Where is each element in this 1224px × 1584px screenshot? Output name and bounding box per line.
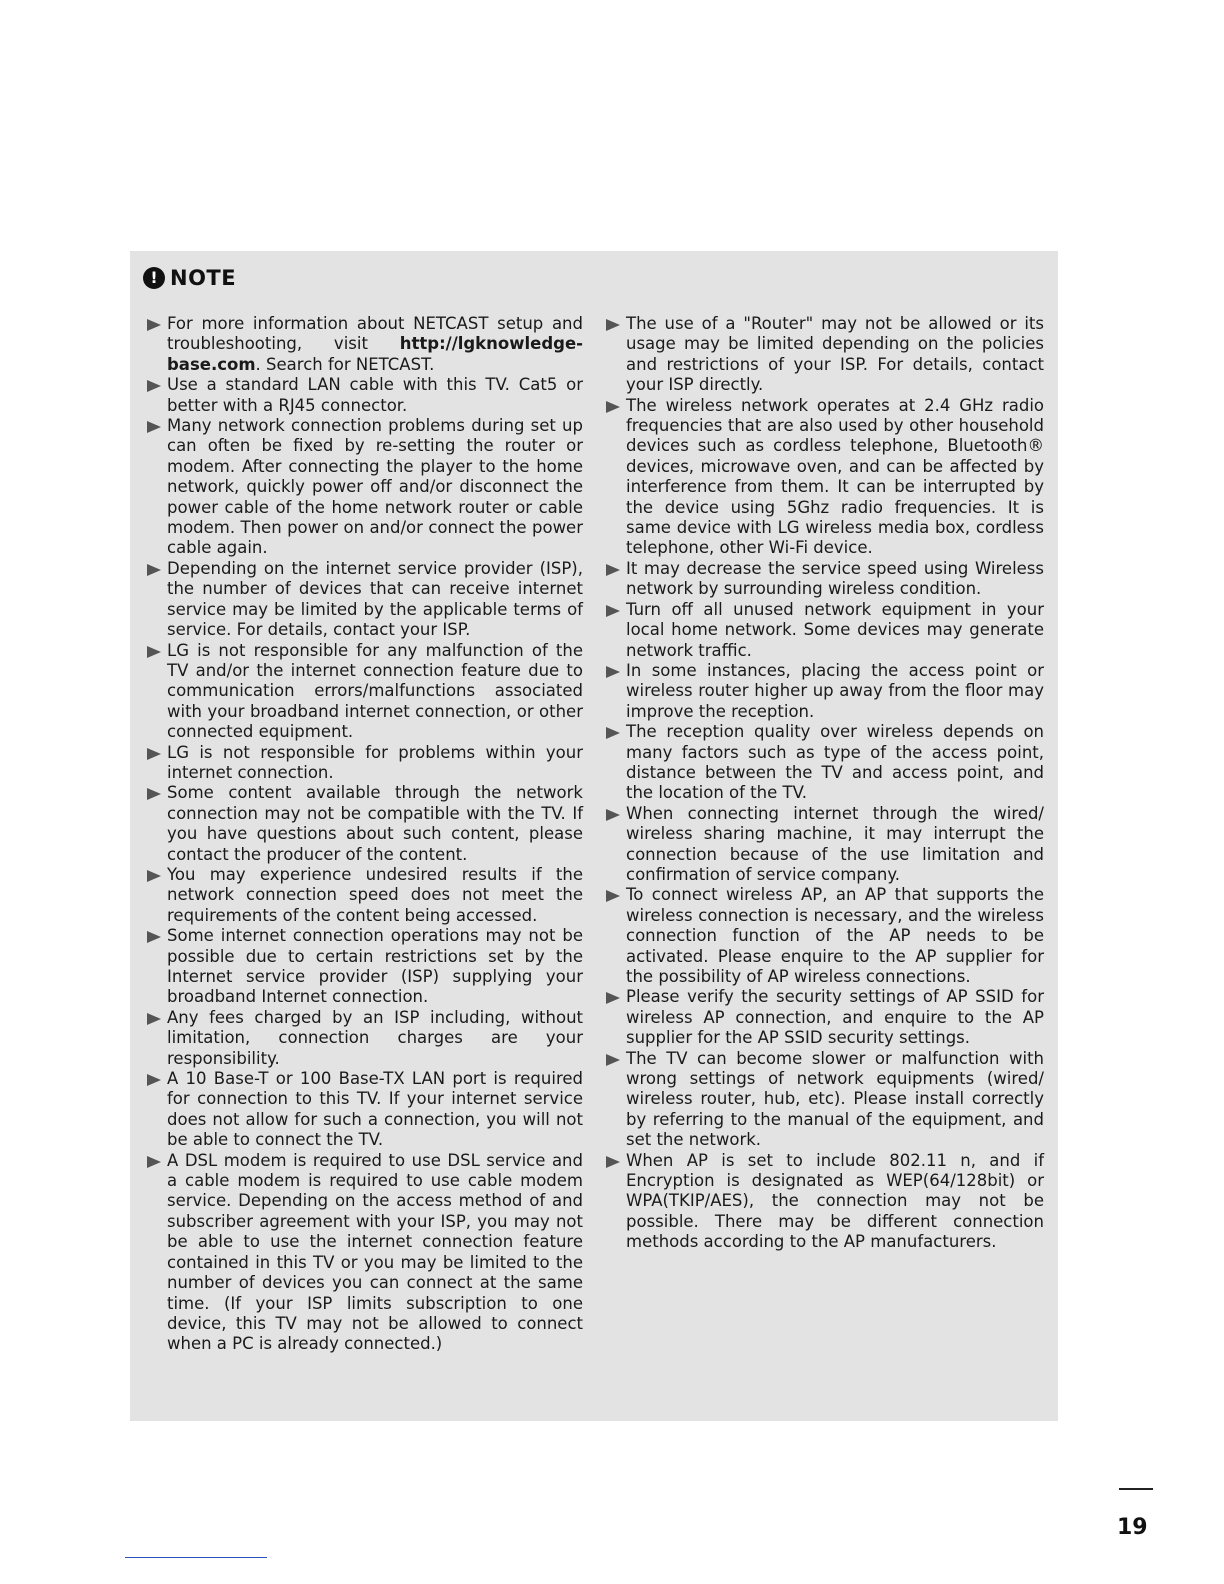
- note-item: [604, 987, 1044, 1048]
- note-item: [604, 1049, 1044, 1151]
- bullet-arrow-icon: [147, 1013, 161, 1025]
- bullet-arrow-icon: [147, 788, 161, 800]
- bullet-arrow-icon: [606, 401, 620, 413]
- note-item-text: Some content available through the network connection may not be compatible with the TV. If you have questions about such content, please contact the producer of the content.: [167, 783, 583, 864]
- note-item-text: In some instances, placing the access point or wireless router higher up away from the floor may improve the reception.: [626, 660, 1044, 721]
- footer-line: [125, 1557, 267, 1558]
- bullet-arrow-icon: [147, 646, 161, 658]
- page-number: 19: [1117, 1515, 1148, 1540]
- note-item: [145, 865, 583, 926]
- note-item: [145, 1151, 583, 1355]
- knowledge-base-url: http://lgknowledge-base.com: [167, 334, 583, 374]
- note-item-text: You may experience undesired results if the network connection speed does not meet the requirements of the content being accessed.: [167, 864, 583, 925]
- bullet-arrow-icon: [147, 1156, 161, 1168]
- note-item: [604, 396, 1044, 559]
- note-item: [145, 416, 583, 559]
- note-item-text: When AP is set to include 802.11 n, and if Encryption is designated as WEP(64/128bit) or WPA(TKIP/AES), the connection may not be possible. There may be different connection methods according to the AP manufacturers.: [626, 1150, 1044, 1252]
- page-number-rule: [1119, 1488, 1153, 1490]
- note-item: [145, 926, 583, 1008]
- bullet-arrow-icon: [147, 1074, 161, 1086]
- note-title: NOTE: [170, 266, 237, 290]
- note-item-text: A 10 Base-T or 100 Base-TX LAN port is required for connection to this TV. If your internet service does not allow for such a connection, you will not be able to connect the TV.: [167, 1069, 583, 1150]
- bullet-arrow-icon: [606, 992, 620, 1004]
- note-item-text: A DSL modem is required to use DSL service and a cable modem is required to use cable modem service. Depending on the access method of and subscriber agreement with your ISP, you may not be able to use the internet connection feature contained in this TV or you may be limited to the number of devices you can connect at the same time. (If your ISP limits subscription to one device, this TV may not be allowed to connect when a PC is already connected.): [167, 1150, 583, 1354]
- note-item: [604, 722, 1044, 804]
- note-header: [143, 266, 236, 290]
- note-item-text: Depending on the internet service provider (ISP), the number of devices that can receive internet service may be limited by the applicable terms of service. For details, contact your ISP.: [167, 558, 583, 640]
- bullet-arrow-icon: [147, 931, 161, 943]
- bullet-arrow-icon: [606, 319, 620, 331]
- bullet-arrow-icon: [606, 666, 620, 678]
- note-item-text: Many network connection problems during set up can often be fixed by re-setting the router or modem. After connecting the player to the home network, quickly power off and/or disconnect the power cable of the home network router or cable modem. Then power on and/or connect the power cable again.: [167, 416, 583, 558]
- note-item: [145, 641, 583, 743]
- note-item-text: The use of a "Router" may not be allowed or its usage may be limited depending on the policies and restrictions of your ISP. For details, contact your ISP directly.: [626, 314, 1044, 395]
- note-item-text: The wireless network operates at 2.4 GHz radio frequencies that are also used by other household devices such as cordless telephone, Bluetooth® devices, microwave oven, and can be affected by interference from them. It can be interrupted by the device using 5Ghz radio frequencies. It is same device with LG wireless media box, cordless telephone, other Wi-Fi device.: [626, 395, 1044, 558]
- bullet-arrow-icon: [147, 564, 161, 576]
- note-item: [604, 885, 1044, 987]
- note-left-column: [145, 314, 583, 1355]
- bullet-arrow-icon: [147, 748, 161, 760]
- bullet-arrow-icon: [606, 605, 620, 617]
- note-right-column: [604, 314, 1044, 1253]
- note-item: [604, 559, 1044, 600]
- note-item: [604, 661, 1044, 722]
- bullet-arrow-icon: [606, 809, 620, 821]
- note-item-text: The reception quality over wireless depends on many factors such as type of the access point, distance between the TV and access point, and the location of the TV.: [626, 722, 1044, 803]
- note-item-text: LG is not responsible for any malfunction of the TV and/or the internet connection feature due to communication errors/malfunctions associated with your broadband internet connection, or other connected equipment.: [167, 640, 583, 742]
- note-item-text: Please verify the security settings of AP SSID for wireless AP connection, and enquire to the AP supplier for the AP SSID security settings.: [626, 987, 1044, 1048]
- bullet-arrow-icon: [147, 421, 161, 433]
- note-item-text: To connect wireless AP, an AP that supports the wireless connection is necessary, and the wireless connection function of the AP needs to be activated. Please enquire to the AP supplier for the possibility of AP wireless connections.: [626, 885, 1044, 986]
- bullet-arrow-icon: [606, 564, 620, 576]
- bullet-arrow-icon: [606, 1156, 620, 1168]
- note-item-text: The TV can become slower or malfunction with wrong settings of network equipments (wired/ wireless router, hub, etc). Please install correctly by referring to the manual of the equipment, and set the network.: [626, 1048, 1044, 1150]
- note-item: [145, 314, 583, 375]
- note-item-text: Any fees charged by an ISP including, without limitation, connection charges are your responsibility.: [167, 1007, 583, 1068]
- bullet-arrow-icon: [147, 380, 161, 392]
- note-item: [145, 1008, 583, 1069]
- note-item-text: . Search for NETCAST.: [255, 354, 435, 374]
- note-item: [145, 375, 583, 416]
- note-item: [604, 600, 1044, 661]
- note-item-text: It may decrease the service speed using Wireless network by surrounding wireless condition.: [626, 558, 1044, 599]
- note-item: [145, 559, 583, 641]
- exclamation-icon: !: [143, 267, 165, 289]
- note-item-text: Turn off all unused network equipment in your local home network. Some devices may generate network traffic.: [626, 599, 1044, 660]
- bullet-arrow-icon: [606, 1054, 620, 1066]
- note-item-text: LG is not responsible for problems within your internet connection.: [167, 742, 583, 782]
- note-item: [145, 783, 583, 865]
- note-item-text: Some internet connection operations may not be possible due to certain restrictions set by the Internet service provider (ISP) supplying your broadband Internet connection.: [167, 926, 583, 1007]
- bullet-arrow-icon: [147, 870, 161, 882]
- note-item: [604, 804, 1044, 886]
- note-item: [145, 1069, 583, 1151]
- note-item-text: When connecting internet through the wired/ wireless sharing machine, it may interrupt the connection because of the use limitation and confirmation of service company.: [626, 803, 1044, 884]
- note-item-text: For more information about NETCAST setup and troubleshooting, visit: [167, 314, 583, 354]
- bullet-arrow-icon: [147, 319, 161, 331]
- note-item-text: Use a standard LAN cable with this TV. Cat5 or better with a RJ45 connector.: [167, 375, 583, 415]
- note-item: [145, 743, 583, 784]
- note-item: [604, 314, 1044, 396]
- note-item: [604, 1151, 1044, 1253]
- bullet-arrow-icon: [606, 890, 620, 902]
- bullet-arrow-icon: [606, 727, 620, 739]
